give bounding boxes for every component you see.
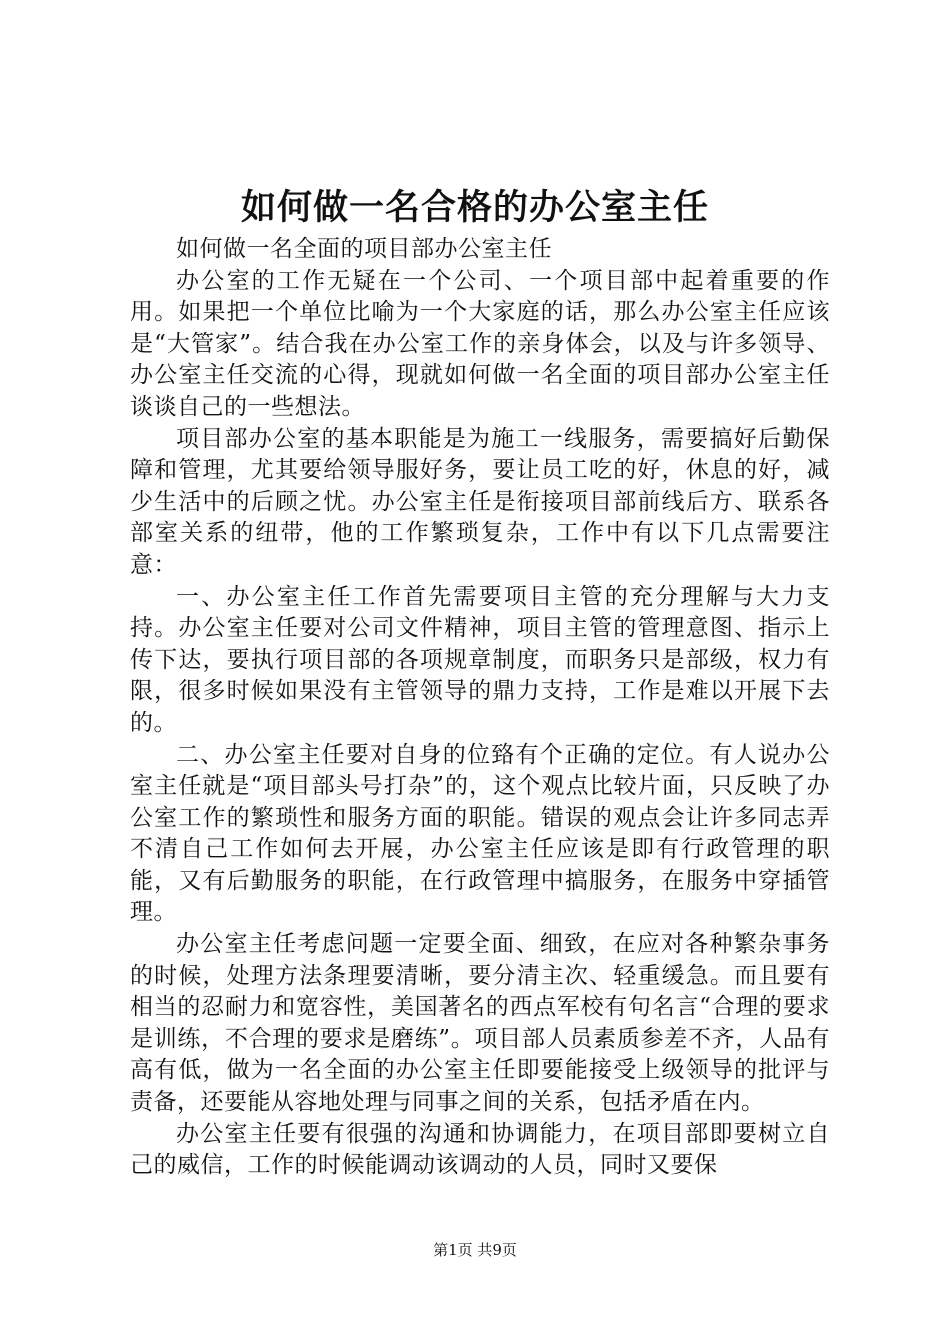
paragraph: 二、办公室主任要对自身的位臵有个正确的定位。有人说办公室主任就是“项目部头号打杂”的，这个观点比较片面，只反映了办公室工作的繁琐性和服务方面的职能。错误的观点会让许多同志弄不清自己工作如何去开展，办公室主任应该是即有行政管理的职能，又有后勤服务的职能，在行政管理中搞服务，在服务中穿插管理。: [130, 741, 830, 926]
paragraph: 办公室主任要有很强的沟通和协调能力，在项目部即要树立自己的威信，工作的时候能调动该调动的人员，同时又要保: [130, 1120, 830, 1179]
paragraph: 项目部办公室的基本职能是为施工一线服务，需要搞好后勤保障和管理，尤其要给领导服好务，要让员工吃的好，休息的好，减少生活中的后顾之忧。办公室主任是衔接项目部前线后方、联系各部室关系的纽带，他的工作繁琐复杂，工作中有以下几点需要注意：: [130, 425, 830, 578]
document-body: [130, 234, 830, 1182]
page-footer: 第1页 共9页: [433, 1241, 517, 1259]
document-title: 如何做一名合格的办公室主任: [240, 187, 709, 228]
paragraph-subtitle: 如何做一名全面的项目部办公室主任: [176, 236, 552, 262]
paragraph: 办公室的工作无疑在一个公司、一个项目部中起着重要的作用。如果把一个单位比喻为一个大家庭的话，那么办公室主任应该是“大管家”。结合我在办公室工作的亲身体会，以及与许多领导、办公室主任交流的心得，现就如何做一名全面的项目部办公室主任谈谈自己的一些想法。: [130, 267, 830, 420]
paragraph: 办公室主任考虑问题一定要全面、细致，在应对各种繁杂事务的时候，处理方法条理要清晰，要分清主次、轻重缓急。而且要有相当的忍耐力和宽容性，美国著名的西点军校有句名言“合理的要求是训练，不合理的要求是磨练”。项目部人员素质参差不齐，人品有高有低，做为一名全面的办公室主任即要能接受上级领导的批评与责备，还要能从容地处理与同事之间的关系，包括矛盾在内。: [130, 931, 830, 1116]
paragraph: 一、办公室主任工作首先需要项目主管的充分理解与大力支持。办公室主任要对公司文件精神，项目主管的管理意图、指示上传下达，要执行项目部的各项规章制度，而职务只是部级，权力有限，很多时候如果没有主管领导的鼎力支持，工作是难以开展下去的。: [130, 583, 830, 736]
